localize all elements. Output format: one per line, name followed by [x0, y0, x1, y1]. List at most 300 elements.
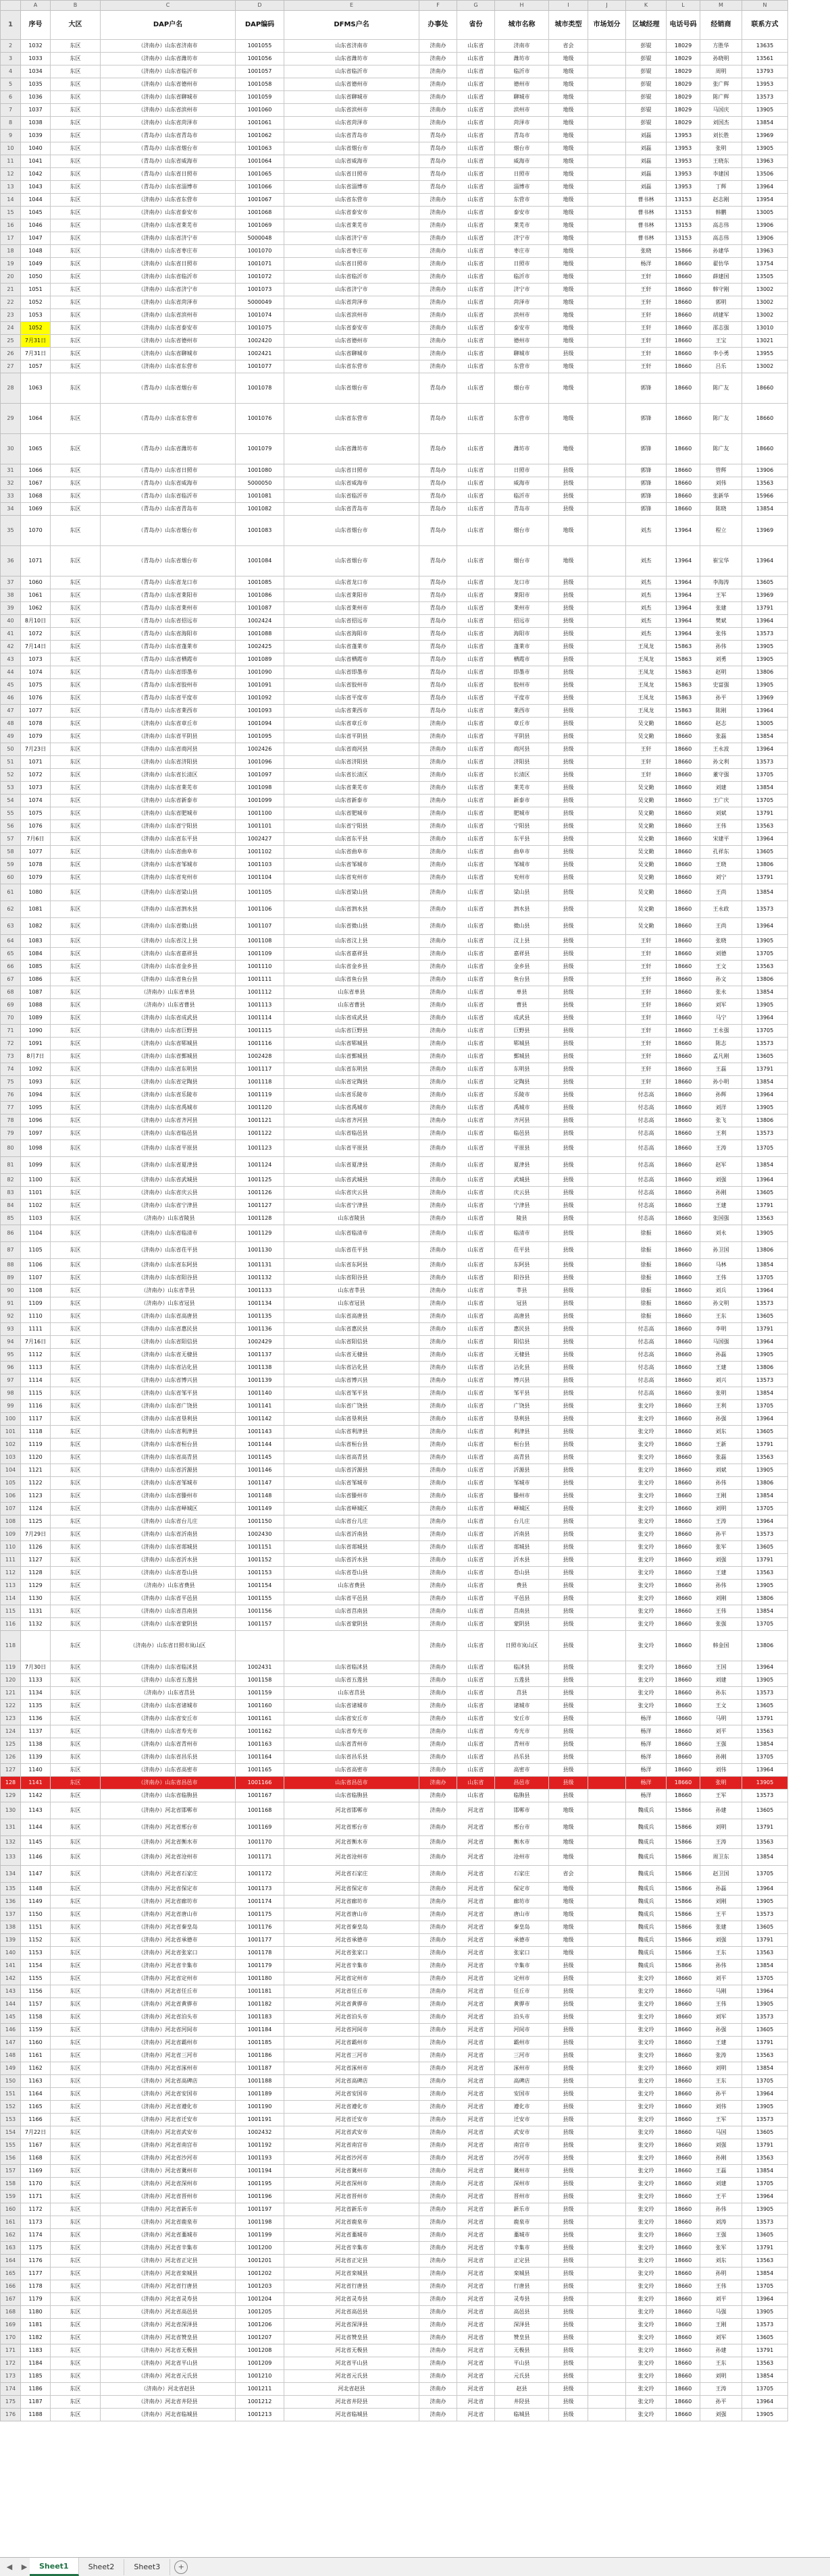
cell[interactable]: 深泽县 — [495, 2319, 549, 2332]
cell[interactable]: 13563 — [742, 1836, 788, 1849]
cell[interactable]: 东区 — [51, 756, 101, 769]
cell[interactable]: 方胜华 — [700, 40, 742, 53]
column-header[interactable]: N — [742, 1, 788, 11]
cell[interactable] — [588, 807, 626, 820]
cell[interactable]: 山东省 — [457, 1661, 495, 1674]
cell[interactable]: 王利 — [700, 1400, 742, 1413]
cell[interactable]: 1001080 — [236, 464, 284, 477]
cell[interactable]: 18660 — [667, 1515, 700, 1528]
cell[interactable]: 河北省沙河市 — [284, 2152, 419, 2165]
cell[interactable]: 1187 — [21, 2396, 51, 2409]
cell[interactable]: 18660 — [667, 2319, 700, 2332]
cell[interactable]: 1076 — [21, 692, 51, 705]
cell[interactable]: 1087 — [21, 986, 51, 999]
cell[interactable]: 18660 — [667, 1618, 700, 1631]
cell[interactable]: 河北省栾城县 — [284, 2268, 419, 2280]
row-number[interactable]: 105 — [1, 1477, 21, 1490]
cell[interactable]: 邹平县 — [495, 1387, 549, 1400]
cell[interactable]: 15866 — [667, 1921, 700, 1934]
cell[interactable]: 王磊 — [700, 1063, 742, 1076]
cell[interactable]: 临城县 — [495, 2409, 549, 2421]
cell[interactable]: 陈刚 — [700, 705, 742, 718]
cell[interactable]: 东区 — [51, 948, 101, 961]
cell[interactable]: 13605 — [742, 1921, 788, 1934]
cell[interactable] — [588, 1503, 626, 1515]
cell[interactable]: （济南办）山东省滨州市 — [101, 309, 236, 322]
row-number[interactable]: 33 — [1, 490, 21, 503]
cell[interactable]: 东区 — [51, 1700, 101, 1713]
cell[interactable]: 1001166 — [236, 1777, 284, 1790]
cell[interactable]: 县级 — [549, 679, 588, 692]
cell[interactable]: 地级 — [549, 404, 588, 434]
cell[interactable]: 13005 — [742, 718, 788, 730]
cell[interactable]: 郭锋 — [626, 477, 667, 490]
cell[interactable]: 孙东 — [700, 1687, 742, 1700]
cell[interactable]: （济南办）山东省阳信县 — [101, 1336, 236, 1349]
cell[interactable]: 济南办 — [419, 795, 457, 807]
row-number[interactable]: 85 — [1, 1212, 21, 1225]
cell[interactable]: 13964 — [742, 1336, 788, 1349]
cell[interactable]: 河北省正定县 — [284, 2255, 419, 2268]
cell[interactable]: 济南办 — [419, 1140, 457, 1157]
cell[interactable]: 东区 — [51, 1998, 101, 2011]
cell[interactable]: 18660 — [667, 1477, 700, 1490]
cell[interactable]: 18029 — [667, 117, 700, 130]
cell[interactable]: 东区 — [51, 1896, 101, 1908]
cell[interactable]: 济南办 — [419, 1896, 457, 1908]
cell[interactable]: 东区 — [51, 1413, 101, 1426]
cell[interactable] — [588, 769, 626, 782]
cell[interactable]: 13605 — [742, 576, 788, 589]
cell[interactable]: 付志高 — [626, 1387, 667, 1400]
cell[interactable]: 1049 — [21, 258, 51, 271]
cell[interactable]: （济南办）山东省沂源县 — [101, 1464, 236, 1477]
cell[interactable] — [588, 2383, 626, 2396]
cell[interactable]: 王伟 — [700, 1272, 742, 1285]
cell[interactable]: 济南办 — [419, 271, 457, 284]
cell[interactable]: 徐振 — [626, 1242, 667, 1259]
cell[interactable]: 13705 — [742, 1973, 788, 1985]
cell[interactable]: 山东省蓬莱市 — [284, 641, 419, 653]
cell[interactable]: 18660 — [667, 2229, 700, 2242]
cell[interactable]: 7月14日 — [21, 641, 51, 653]
cell[interactable]: 13964 — [667, 516, 700, 546]
cell[interactable]: 济南办 — [419, 2306, 457, 2319]
cell[interactable]: （济南办）山东省潍坊市 — [101, 53, 236, 65]
cell[interactable]: 1002425 — [236, 641, 284, 653]
cell[interactable]: 陈广友 — [700, 434, 742, 464]
cell[interactable]: 山东省 — [457, 692, 495, 705]
cell[interactable] — [588, 2306, 626, 2319]
cell[interactable]: 13791 — [742, 1819, 788, 1836]
cell[interactable]: 县级 — [549, 1127, 588, 1140]
cell[interactable]: 付志高 — [626, 1362, 667, 1374]
cell[interactable]: 13953 — [667, 130, 700, 142]
cell[interactable]: 河北省 — [457, 1819, 495, 1836]
cell[interactable]: 18660 — [667, 1127, 700, 1140]
row-number[interactable]: 22 — [1, 296, 21, 309]
cell[interactable]: 18660 — [667, 2293, 700, 2306]
cell[interactable]: 13806 — [742, 1631, 788, 1661]
cell[interactable]: 济南办 — [419, 78, 457, 91]
cell[interactable]: 济南办 — [419, 1849, 457, 1866]
cell[interactable]: 13573 — [742, 2114, 788, 2126]
cell[interactable]: 东区 — [51, 1157, 101, 1174]
cell[interactable]: 宋建平 — [700, 833, 742, 846]
cell[interactable]: 18660 — [667, 360, 700, 373]
cell[interactable]: 张文玲 — [626, 2152, 667, 2165]
cell[interactable]: 临沂市 — [495, 490, 549, 503]
cell[interactable]: 18660 — [667, 999, 700, 1012]
cell[interactable]: 13854 — [742, 1157, 788, 1174]
cell[interactable]: 张文玲 — [626, 2344, 667, 2357]
cell[interactable]: 山东省 — [457, 935, 495, 948]
cell[interactable]: 18660 — [667, 1713, 700, 1725]
cell[interactable]: 河北省 — [457, 2178, 495, 2191]
cell[interactable]: （济南办）山东省寿光市 — [101, 1725, 236, 1738]
cell[interactable]: 县级 — [549, 918, 588, 935]
cell[interactable]: 东区 — [51, 1883, 101, 1896]
cell[interactable]: 山东省 — [457, 846, 495, 859]
cell[interactable]: 济南办 — [419, 1187, 457, 1200]
cell[interactable]: 山东省 — [457, 1025, 495, 1038]
cell[interactable]: 东区 — [51, 53, 101, 65]
cell[interactable]: 王凤龙 — [626, 679, 667, 692]
cell[interactable]: 东区 — [51, 1374, 101, 1387]
cell[interactable]: 1001095 — [236, 730, 284, 743]
cell[interactable]: 县级 — [549, 1157, 588, 1174]
cell[interactable]: 山东省 — [457, 53, 495, 65]
cell[interactable]: 县级 — [549, 1503, 588, 1515]
cell[interactable]: 13964 — [742, 615, 788, 628]
cell[interactable]: 13002 — [742, 360, 788, 373]
cell[interactable]: 山东省胶州市 — [284, 679, 419, 692]
cell[interactable]: 济南办 — [419, 207, 457, 219]
cell[interactable]: （济南办）山东省长清区 — [101, 769, 236, 782]
cell[interactable]: 张永 — [700, 986, 742, 999]
row-number[interactable]: 152 — [1, 2101, 21, 2114]
cell[interactable] — [588, 1515, 626, 1528]
column-header[interactable]: L — [667, 1, 700, 11]
cell[interactable]: 山东省 — [457, 464, 495, 477]
cell[interactable]: 县级 — [549, 901, 588, 918]
cell[interactable]: 13854 — [742, 2062, 788, 2075]
cell[interactable]: 1001190 — [236, 2101, 284, 2114]
row-number[interactable]: 65 — [1, 948, 21, 961]
row-number[interactable]: 51 — [1, 756, 21, 769]
cell[interactable]: 1160 — [21, 2037, 51, 2049]
cell[interactable]: 东区 — [51, 245, 101, 258]
cell[interactable]: （济南办）山东省临邑县 — [101, 1127, 236, 1140]
cell[interactable]: 嘉祥县 — [495, 948, 549, 961]
cell[interactable]: 13964 — [742, 833, 788, 846]
cell[interactable]: 济南办 — [419, 1973, 457, 1985]
row-number[interactable]: 123 — [1, 1713, 21, 1725]
cell[interactable]: 张文玲 — [626, 1426, 667, 1439]
cell[interactable]: （济南办）河北省高碑店 — [101, 2075, 236, 2088]
cell[interactable]: 18660 — [667, 1400, 700, 1413]
cell[interactable]: 辛集市 — [495, 2242, 549, 2255]
cell[interactable]: 县级 — [549, 1998, 588, 2011]
cell[interactable]: 昌乐县 — [495, 1751, 549, 1764]
cell[interactable]: 1001194 — [236, 2165, 284, 2178]
cell[interactable]: 13905 — [742, 2203, 788, 2216]
cell[interactable]: 13969 — [742, 130, 788, 142]
cell[interactable] — [588, 756, 626, 769]
cell[interactable]: 山东省单县 — [284, 986, 419, 999]
cell[interactable]: （济南办）山东省鄄城县 — [101, 1050, 236, 1063]
row-number[interactable]: 151 — [1, 2088, 21, 2101]
cell[interactable]: 济南办 — [419, 2037, 457, 2049]
cell[interactable]: 东区 — [51, 1426, 101, 1439]
cell[interactable]: 1001067 — [236, 194, 284, 207]
row-number[interactable]: 162 — [1, 2229, 21, 2242]
cell[interactable]: 张文玲 — [626, 1592, 667, 1605]
cell[interactable]: 刘永 — [700, 1225, 742, 1242]
cell[interactable]: 济南办 — [419, 348, 457, 360]
cell[interactable]: 13854 — [742, 503, 788, 516]
cell[interactable]: 郯城县 — [495, 1541, 549, 1554]
cell[interactable]: 彭锟 — [626, 78, 667, 91]
cell[interactable]: 1001083 — [236, 516, 284, 546]
cell[interactable]: 吴文勤 — [626, 807, 667, 820]
cell[interactable]: 济南办 — [419, 769, 457, 782]
cell[interactable]: 13573 — [742, 628, 788, 641]
cell[interactable]: 汶上县 — [495, 935, 549, 948]
cell[interactable]: 1129 — [21, 1580, 51, 1592]
cell[interactable]: 1158 — [21, 2011, 51, 2024]
cell[interactable]: 县级 — [549, 1960, 588, 1973]
cell[interactable]: 东区 — [51, 1725, 101, 1738]
row-number[interactable]: 49 — [1, 730, 21, 743]
cell[interactable]: 平阴县 — [495, 730, 549, 743]
row-number[interactable]: 7 — [1, 104, 21, 117]
cell[interactable]: 13505 — [742, 271, 788, 284]
cell[interactable]: 东区 — [51, 2088, 101, 2101]
cell[interactable] — [588, 935, 626, 948]
cell[interactable]: 东区 — [51, 1687, 101, 1700]
cell[interactable]: 县级 — [549, 1285, 588, 1297]
cell[interactable]: 青岛办 — [419, 181, 457, 194]
cell[interactable]: 张家口 — [495, 1947, 549, 1960]
cell[interactable]: 刘兴 — [700, 1374, 742, 1387]
cell[interactable]: 杨洋 — [626, 1725, 667, 1738]
cell[interactable]: （济南办）河北省沙河市 — [101, 2152, 236, 2165]
cell[interactable]: 1001199 — [236, 2229, 284, 2242]
cell[interactable]: （济南办）山东省阳谷县 — [101, 1272, 236, 1285]
cell[interactable]: （济南办）山东省邹城市 — [101, 1477, 236, 1490]
scroll-left-icon[interactable]: ◀ — [6, 2562, 13, 2571]
cell[interactable] — [588, 2088, 626, 2101]
add-sheet-icon[interactable]: + — [174, 2560, 188, 2574]
cell[interactable]: （济南办）山东省东平县 — [101, 833, 236, 846]
cell[interactable]: 18660 — [667, 284, 700, 296]
cell[interactable]: 15863 — [667, 653, 700, 666]
cell[interactable]: 河北省 — [457, 2011, 495, 2024]
cell[interactable]: 5000048 — [236, 232, 284, 245]
cell[interactable]: 济南市 — [495, 40, 549, 53]
cell[interactable]: 杨洋 — [626, 1790, 667, 1802]
cell[interactable]: 潍坊市 — [495, 434, 549, 464]
cell[interactable]: 山东省桓台县 — [284, 1439, 419, 1451]
cell[interactable]: 1050 — [21, 271, 51, 284]
cell[interactable]: 山东省 — [457, 1225, 495, 1242]
cell[interactable]: 济南办 — [419, 807, 457, 820]
cell[interactable]: 山东省长清区 — [284, 769, 419, 782]
cell[interactable]: 山东省 — [457, 1285, 495, 1297]
cell[interactable]: 13705 — [742, 2178, 788, 2191]
cell[interactable]: 王轩 — [626, 1038, 667, 1050]
cell[interactable]: 山东省 — [457, 1713, 495, 1725]
cell[interactable]: （济南办）山东省泰安市 — [101, 207, 236, 219]
cell[interactable]: 县级 — [549, 1674, 588, 1687]
row-number[interactable]: 86 — [1, 1225, 21, 1242]
cell[interactable]: 18660 — [667, 1310, 700, 1323]
cell[interactable]: 山东省安丘市 — [284, 1713, 419, 1725]
cell[interactable]: 山东省 — [457, 1115, 495, 1127]
cell[interactable]: 郭锋 — [626, 434, 667, 464]
cell[interactable]: 18029 — [667, 91, 700, 104]
cell[interactable]: 地级 — [549, 258, 588, 271]
cell[interactable]: 韩守刚 — [700, 284, 742, 296]
cell[interactable] — [588, 2126, 626, 2139]
row-number[interactable]: 136 — [1, 1896, 21, 1908]
cell[interactable]: 东区 — [51, 730, 101, 743]
cell[interactable]: 1001173 — [236, 1883, 284, 1896]
cell[interactable]: 1001087 — [236, 602, 284, 615]
cell[interactable]: 东区 — [51, 181, 101, 194]
cell[interactable]: 刘建 — [700, 1674, 742, 1687]
cell[interactable]: 13905 — [742, 1349, 788, 1362]
cell[interactable]: 1036 — [21, 91, 51, 104]
cell[interactable]: 山东省东阿县 — [284, 1259, 419, 1272]
cell[interactable]: 济南办 — [419, 1413, 457, 1426]
cell[interactable]: 青岛办 — [419, 404, 457, 434]
cell[interactable]: 18660 — [667, 2049, 700, 2062]
cell[interactable]: 18660 — [667, 743, 700, 756]
cell[interactable]: 东区 — [51, 2139, 101, 2152]
cell[interactable]: 东区 — [51, 2049, 101, 2062]
cell[interactable]: 1001062 — [236, 130, 284, 142]
cell[interactable]: 刘杰 — [626, 602, 667, 615]
cell[interactable]: 东区 — [51, 1477, 101, 1490]
cell[interactable]: 地级 — [549, 207, 588, 219]
cell[interactable]: （济南办）山东省单县 — [101, 986, 236, 999]
cell[interactable]: 河北省 — [457, 2242, 495, 2255]
column-header[interactable]: H — [495, 1, 549, 11]
cell[interactable]: 县级 — [549, 1374, 588, 1387]
cell[interactable]: 崔宝华 — [700, 546, 742, 576]
cell[interactable]: （济南办）河北省任丘市 — [101, 1985, 236, 1998]
row-number[interactable]: 168 — [1, 2306, 21, 2319]
cell[interactable]: 1002420 — [236, 335, 284, 348]
cell[interactable]: 县级 — [549, 490, 588, 503]
cell[interactable]: 18660 — [667, 948, 700, 961]
cell[interactable]: （青岛办）山东省威海市 — [101, 477, 236, 490]
cell[interactable]: 山东省利津县 — [284, 1426, 419, 1439]
cell[interactable]: 1002429 — [236, 1336, 284, 1349]
cell[interactable]: 张文玲 — [626, 2332, 667, 2344]
cell[interactable]: 山东省济宁市 — [284, 232, 419, 245]
cell[interactable]: 县级 — [549, 1349, 588, 1362]
cell[interactable]: 1123 — [21, 1490, 51, 1503]
cell[interactable]: 18660 — [667, 1567, 700, 1580]
cell[interactable]: 东区 — [51, 1836, 101, 1849]
cell[interactable]: 阳谷县 — [495, 1272, 549, 1285]
cell[interactable]: 山东省沂水县 — [284, 1554, 419, 1567]
cell[interactable] — [284, 1631, 419, 1661]
cell[interactable]: 张磊 — [700, 730, 742, 743]
cell[interactable]: 山东省 — [457, 602, 495, 615]
cell[interactable]: 王轩 — [626, 348, 667, 360]
row-number[interactable]: 170 — [1, 2332, 21, 2344]
cell[interactable]: （济南办）山东省五莲县 — [101, 1674, 236, 1687]
cell[interactable]: 济南办 — [419, 2049, 457, 2062]
cell[interactable]: 东区 — [51, 490, 101, 503]
cell[interactable]: 济南办 — [419, 2101, 457, 2114]
cell[interactable]: 滕州市 — [495, 1490, 549, 1503]
cell[interactable]: 张文玲 — [626, 1541, 667, 1554]
cell[interactable]: 东区 — [51, 194, 101, 207]
cell[interactable]: 河北省 — [457, 2396, 495, 2409]
cell[interactable]: 1001085 — [236, 576, 284, 589]
cell[interactable]: 县级 — [549, 1451, 588, 1464]
cell[interactable]: （青岛办）山东省栖霞市 — [101, 653, 236, 666]
cell[interactable]: 1001153 — [236, 1567, 284, 1580]
row-number[interactable]: 87 — [1, 1242, 21, 1259]
cell[interactable] — [588, 207, 626, 219]
cell[interactable]: 彭锟 — [626, 53, 667, 65]
cell[interactable] — [588, 653, 626, 666]
cell[interactable] — [588, 1102, 626, 1115]
cell[interactable]: 河北省临城县 — [284, 2409, 419, 2421]
cell[interactable]: 济南办 — [419, 2344, 457, 2357]
cell[interactable]: 18660 — [667, 1426, 700, 1439]
cell[interactable]: （济南办）河北省唐山市 — [101, 1908, 236, 1921]
cell[interactable]: 济南办 — [419, 718, 457, 730]
cell[interactable]: 东区 — [51, 1567, 101, 1580]
cell[interactable]: 1001148 — [236, 1490, 284, 1503]
cell[interactable]: 13605 — [742, 2332, 788, 2344]
cell[interactable]: 15863 — [667, 692, 700, 705]
cell[interactable]: 莒南县 — [495, 1605, 549, 1618]
cell[interactable]: （济南办）山东省莱芜市 — [101, 219, 236, 232]
cell[interactable]: 济南办 — [419, 871, 457, 884]
cell[interactable]: 龙口市 — [495, 576, 549, 589]
cell[interactable]: 东区 — [51, 2255, 101, 2268]
cell[interactable]: 县级 — [549, 1490, 588, 1503]
cell[interactable]: 马国强 — [700, 1336, 742, 1349]
cell[interactable]: 山东省台儿庄 — [284, 1515, 419, 1528]
cell[interactable]: 山东省 — [457, 1310, 495, 1323]
cell[interactable]: 15863 — [667, 705, 700, 718]
cell[interactable]: 东区 — [51, 1336, 101, 1349]
cell[interactable]: （济南办）山东省利津县 — [101, 1426, 236, 1439]
cell[interactable]: 河北省张家口 — [284, 1947, 419, 1960]
cell[interactable]: 济南办 — [419, 335, 457, 348]
cell[interactable]: 1001093 — [236, 705, 284, 718]
cell[interactable] — [588, 1400, 626, 1413]
cell[interactable]: 山东省昌乐县 — [284, 1751, 419, 1764]
cell[interactable]: 沂南县 — [495, 1528, 549, 1541]
cell[interactable]: 18660 — [667, 1187, 700, 1200]
cell[interactable]: 济南办 — [419, 999, 457, 1012]
cell[interactable]: 胡建军 — [700, 309, 742, 322]
cell[interactable] — [588, 271, 626, 284]
cell[interactable]: 18660 — [667, 1985, 700, 1998]
cell[interactable]: 地级 — [549, 181, 588, 194]
cell[interactable]: （济南办）山东省峄城区 — [101, 1503, 236, 1515]
